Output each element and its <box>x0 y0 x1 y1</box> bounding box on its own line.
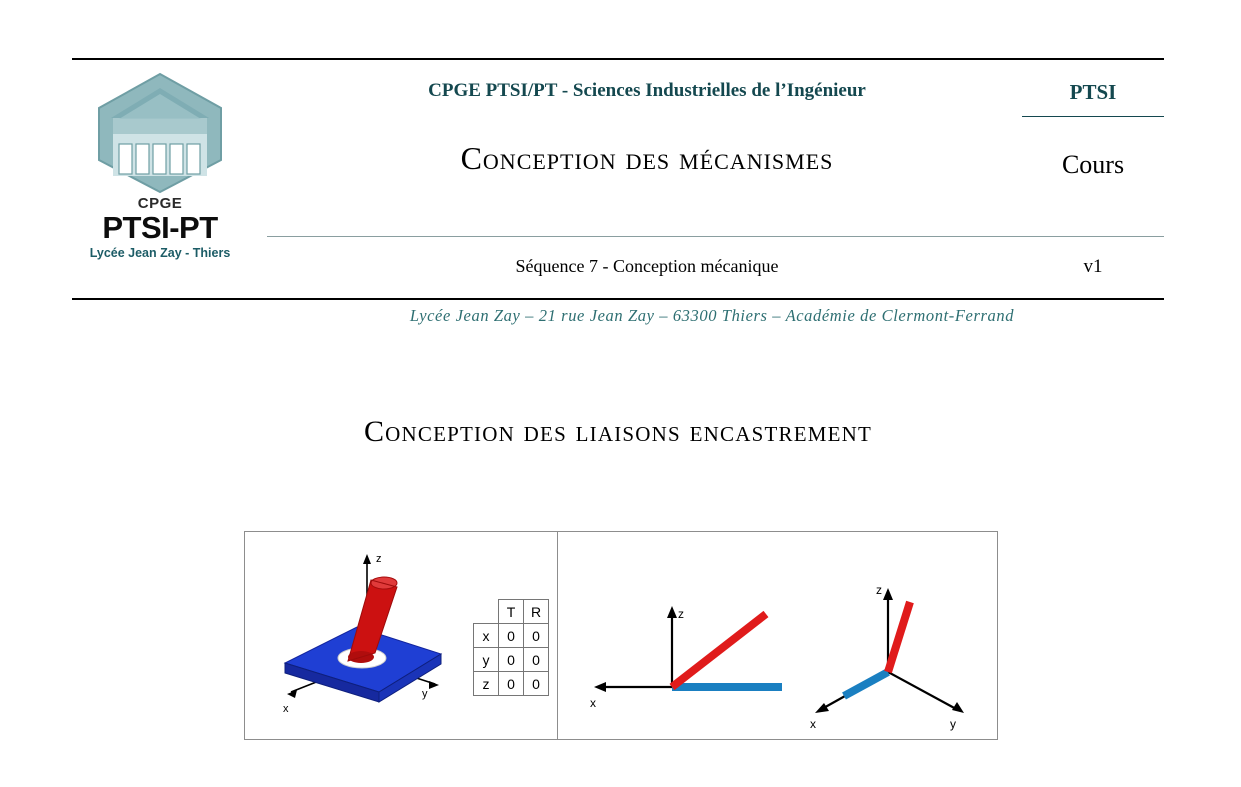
axis-label-y-3d: y <box>950 717 956 731</box>
header-top-rule <box>72 58 1164 60</box>
dof-row-axis-y: y <box>474 648 499 672</box>
dof-table-header-row <box>474 600 549 624</box>
encastrement-schematics <box>558 532 998 739</box>
axis-label-z-2d: z <box>678 607 684 621</box>
axis-label-x-3d: x <box>810 717 816 731</box>
header-institution-line: CPGE PTSI/PT - Sciences Industrielles de l’Ingénieur <box>428 80 866 101</box>
page-title: Conception des liaisons encastrement <box>363 415 873 448</box>
logo-ptsi-pt-text: PTSI-PT <box>102 210 218 245</box>
header-bottom-rule <box>72 298 1164 300</box>
axis-label-y: y <box>422 688 428 700</box>
school-logo <box>80 72 240 260</box>
header-doc-type: Cours <box>1061 150 1125 179</box>
dof-x-r: 0 <box>524 624 549 648</box>
table-row <box>474 624 549 648</box>
axis-label-z: z <box>376 553 382 565</box>
dof-row-axis-z: z <box>474 672 499 696</box>
header-class-badge: PTSI <box>1069 80 1117 104</box>
figure-right-panel <box>558 532 998 739</box>
table-row <box>474 672 549 696</box>
dof-col-t: T <box>499 600 524 624</box>
figure-left-panel <box>245 532 557 739</box>
schematic-2d <box>590 606 782 710</box>
z-axis-arrow <box>363 554 371 564</box>
axis-label-x-2d: x <box>590 696 596 710</box>
logo-hexagon-icon <box>95 72 225 194</box>
logo-school-text: Lycée Jean Zay - Thiers <box>89 245 231 260</box>
axis-label-x: x <box>283 703 289 715</box>
schematic-3d <box>810 583 964 731</box>
header-course-title: Conception des mécanismes <box>460 140 834 176</box>
dof-table-corner <box>474 600 499 624</box>
header-address: Lycée Jean Zay – 21 rue Jean Zay – 63300 Thiers – Académie de Clermont-Ferrand <box>409 306 1015 325</box>
header-right-separator <box>1022 116 1164 117</box>
dof-z-r: 0 <box>524 672 549 696</box>
dof-x-t: 0 <box>499 624 524 648</box>
dof-table <box>473 599 549 696</box>
figure-liaison-encastrement <box>244 531 998 740</box>
dof-z-t: 0 <box>499 672 524 696</box>
logo-cpge-text: CPGE <box>137 195 183 212</box>
table-row <box>474 648 549 672</box>
header-middle-separator <box>267 236 1164 237</box>
dof-col-r: R <box>524 600 549 624</box>
dof-row-axis-x: x <box>474 624 499 648</box>
y-axis-arrow <box>429 681 439 689</box>
axis-label-z-3d: z <box>876 583 882 597</box>
dof-y-t: 0 <box>499 648 524 672</box>
header-version: v1 <box>1083 256 1103 277</box>
dof-y-r: 0 <box>524 648 549 672</box>
header-sequence: Séquence 7 - Conception mécanique <box>515 256 779 276</box>
